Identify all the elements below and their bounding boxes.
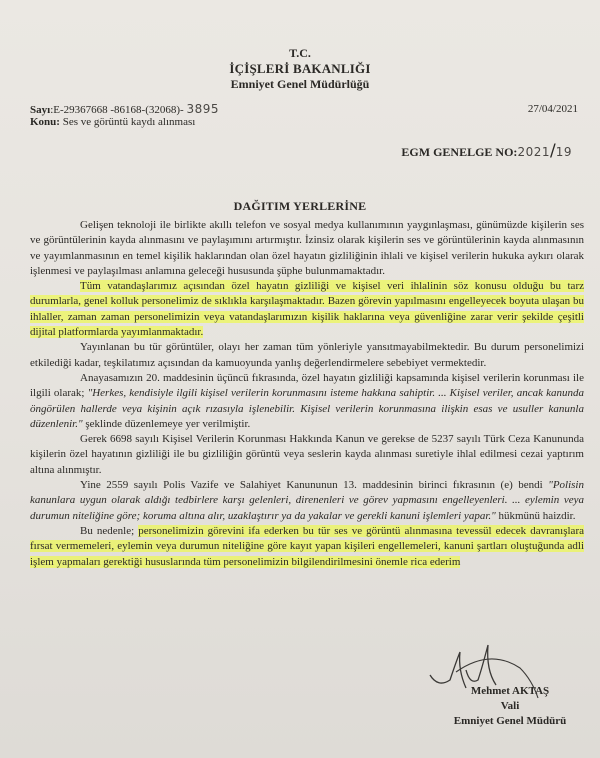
p4-outro: şeklinde düzenlemeye yer verilmiştir. (82, 417, 251, 430)
konu-label: Konu: (30, 116, 60, 128)
addressee-heading: DAĞITIM YERLERİNE (233, 199, 367, 213)
header-directorate: Emniyet Genel Müdürlüğü (230, 77, 370, 91)
genelge-no: 19 (555, 145, 572, 159)
genelge-label: EGM GENELGE NO: (401, 145, 518, 159)
circular-number (401, 141, 572, 161)
p7-intro: Bu nedenle; (80, 524, 139, 537)
highlighted-text: Tüm vatandaşlarımız açısından özel hayatın gizliliği ve kişisel veri ihlalinin söz konusu olduğu bu tarz durumlarla, genel kolluk personelimiz de sıklıkla karşılaşmaktadır. Bazen görevin yapılmasını engelleyecek boyuta ulaşan bu ihlaller, zaman zaman personelimizin veya vatandaşlarımızın kişilik haklarına veya güvenliğine zarar verir şekilde çeşitli dijital platformlarda yayımlanmaktadır. (30, 280, 584, 339)
paragraph-2 (30, 279, 584, 340)
paragraph-4 (30, 371, 584, 432)
signer-position: Emniyet Genel Müdürü (453, 715, 567, 727)
paragraph-5: Gerek 6698 sayılı Kişisel Verilerin Korunması Hakkında Kanun ve gerekse de 5237 sayılı Türk Ceza Kanununda kişilerin özel hayatının gizliliği ile bu gizliliğin görüntü veya seslerin kayda alınması suretiyle ihlal edilmesi cezai yaptırım altına alınmıştır. (30, 433, 584, 476)
header-tc: T.C. (289, 46, 311, 60)
signer-title: Vali (500, 700, 520, 712)
p6-outro: hükmünü haizdir. (495, 509, 576, 522)
subject-line (30, 116, 195, 128)
p4-intro: Anayasamızın 20. maddesinin üçüncü fıkrasında, özel hayatın gizliliği kapsamında kişisel verilerin korunması ile ilgili olarak; (30, 371, 584, 400)
highlighted-text: personelimizin görevini ifa ederken bu tür ses ve görüntü alınmasına tevessül edecek davranışlara fırsat vermemeleri, eylemin veya durumun niteliğine göre kayıt yapan kişileri engellemeleri, kanuni şartları oluştuğunda adli işlem yapmaları gerektiği hususlarında tüm personelimizin bilgilendirilmesini önemle rica ederim (30, 524, 584, 568)
reference-number (30, 102, 219, 116)
signer-name: Mehmet AKTAŞ (470, 685, 550, 697)
sayi-label: Sayı (30, 104, 51, 116)
paragraph-3: Yayınlanan bu tür görüntüler, olayı her zaman tüm yönleriyle yansıtmayabilmektedir. Bu durum personelimizi etkilediği kadar, teşkilatımız açısından da kamuoyunda yanlış değerlendirmelere sebebiyet vermektedir. (30, 341, 584, 369)
sayi-handwritten: 3895 (186, 102, 219, 116)
genelge-slash: / (549, 141, 556, 161)
paragraph-6 (30, 478, 584, 524)
genelge-year: 2021 (517, 145, 550, 159)
paragraph-1: Gelişen teknoloji ile birlikte akıllı telefon ve sosyal medya kullanımının yaygınlaşması, günümüzde kişilerin ses ve görüntülerinin kayda alınmasını ve paylaşımını artırmıştır. İzinsiz olarak kişilerin ses ve görüntülerinin kayda alınmasının ve yayımlanmasının en temel kişilik haklarından olan özel hayatın gizliliğinin ihlali ve kişisel verilerin hukuka aykırı olarak işlenmesi ve paylaşılması anlamına geleceği hususunda şüphe bulunmamaktadır. (30, 219, 584, 277)
paragraph-7 (30, 524, 584, 570)
sayi-value: :E-29367668 -86168-(32068)- (50, 104, 187, 116)
document-date: 27/04/2021 (527, 103, 578, 115)
document-body (30, 218, 584, 570)
law-quote: "Polisin kanunlara uygun olarak aldığı tedbirlere karşı gelenleri, direnenleri ve görev yapmasını engelleyenleri. ... eylemin veya durumun niteliğine göre; koruma altına alır, uzaklaştırır ya da yakalar ve gerekli kanuni işlemleri yapar." (30, 479, 584, 522)
header-ministry: İÇİŞLERİ BAKANLIĞI (229, 61, 371, 76)
p6-intro: Yine 2559 sayılı Polis Vazife ve Salahiyet Kanununun 13. maddesinin birinci fıkrasının (e) bendi (80, 479, 549, 492)
constitution-quote: "Herkes, kendisiyle ilgili kişisel verilerin korunmasını isteme hakkına sahiptir. ... Kişisel veriler, ancak kanunda öngörülen hallerde veya kişinin açık rızasıyla işlenebilir. Kişisel verilerin korunmasına ilişkin esas ve usuller kanunla düzenlenir." (30, 387, 584, 430)
konu-value: Ses ve görüntü kaydı alınması (59, 116, 196, 128)
